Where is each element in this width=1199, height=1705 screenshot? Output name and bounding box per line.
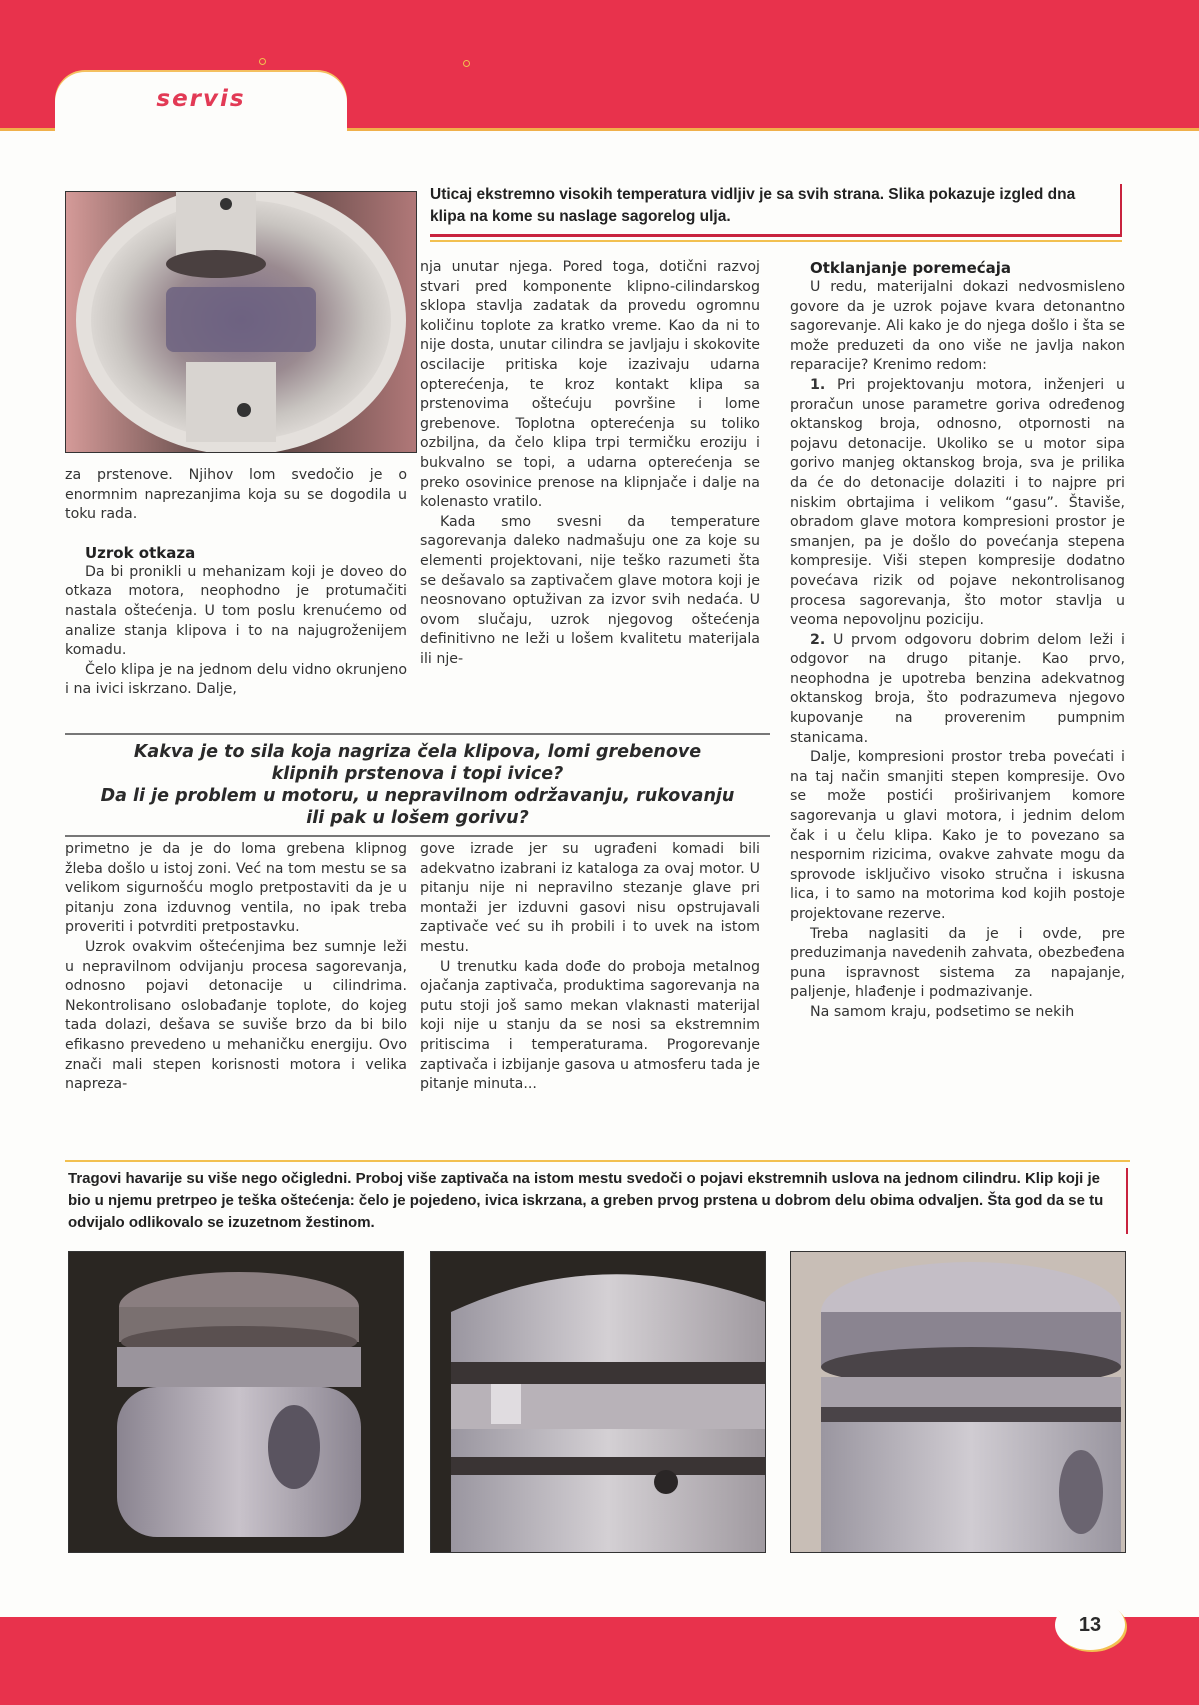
pull-quote-line: klipnih prstenova i topi ivice? (271, 764, 564, 784)
decorative-dot (259, 58, 266, 65)
paragraph: nja unutar njega. Pored toga, dotični razvoj stvari pred komponente klipno-cilindarskog sklopa stavlja zadatak da provedu ogromnu količinu toplote za kratko vreme. Kao da ni to nije dosta, unutar cilindra se javljaju i skokovite oscilacije pritiska koje izazivaju udarna opterećenja, te kroz kontakt klipa sa prstenovima oštećuju površine i lome grebenove. Toplotna opterećenja su toliko ozbiljna, da čelo klipa trpi termičku eroziju i bukvalno se topi, a udarna opterećenja se preko osovinice prenose na klipnjače i dalje na kolenasto vratilo. (420, 259, 760, 511)
pull-quote-line: ili pak u lošem gorivu? (306, 808, 529, 828)
pull-quote (65, 733, 770, 837)
paragraph: primetno je da je do loma grebena klipnog žleba došlo u istoj zoni. Već na tom mestu se sa velikom sigurnošću moglo pretpostaviti da je u pitanju zona izduvnog ventila, no ipak treba proveriti i potvrditi pretpostavku. (65, 841, 407, 936)
photo-piston-3 (790, 1251, 1126, 1553)
section-tab (55, 72, 347, 132)
piston-underside-image (66, 192, 416, 452)
top-caption-text: Uticaj ekstremno visokih temperatura vidljiv je sa svih strana. Slika pokazuje izgled dna klipa na kome su naslage sagorelog ulja. (430, 186, 1076, 225)
paragraph-numbered-1 (790, 376, 1125, 631)
paragraph: Čelo klipa je na jednom delu vidno okrunjeno i na ivici iskrzano. Dalje, (65, 661, 407, 698)
photo-piston-1 (68, 1251, 404, 1553)
pull-quote-line: Da li je problem u motoru, u nepravilnom održavanju, rukovanju (100, 786, 735, 806)
photo-piston-underside (65, 191, 417, 453)
paragraph: U redu, materijalni dokazi nedvosmisleno govore da je uzrok pojave kvara detonantno sagorevanje. Ali kako je do njega došlo i šta se može preduzeti da ono više ne javlja nakon reparacije? Krenimo redom: (790, 279, 1125, 374)
paragraph: Kada smo svesni da temperature sagorevanja daleko nadmašuju one za koje su elementi projektovani, nije teško razumeti šta se dešavalo sa zaptivačem glave motora koji je neosnovano optuživan za izvor svih nedaća. U ovom slučaju, uzrok njegovog oštećenja definitivno ne leži u lošem kvalitetu materijala ili nje- (420, 513, 760, 667)
list-number: 1. (810, 376, 826, 393)
bottom-caption-topline (65, 1160, 1130, 1162)
photo-piston-2 (430, 1251, 766, 1553)
bottom-caption (68, 1168, 1128, 1234)
top-caption (430, 184, 1122, 237)
paragraph-text: Pri projektovanju motora, inženjeri u proračun unose parametre goriva određenog oktanskog broja, odnosno, otpornosti na pojavu detonacije. Ukoliko se u motor sipa gorivo manjeg oktanskog broja, sva je prilika da će do detonacije dolaziti i to najpre pri niskim obrtajima i velikom “gasu”. Štaviše, obradom glave motora kompresioni prostor je smanjen, pa je došlo do povećanja stepena kompresije. Viši stepen kompresije dodatno povećava rizik od pojave nekontrolisanog procesa sagorevanja, što motor stavlja u veoma nepovoljnu poziciju. (790, 376, 1125, 629)
piston-damaged-image-1 (69, 1252, 403, 1552)
paragraph: Na samom kraju, podsetimo se nekih (810, 1003, 1075, 1020)
column-3 (790, 258, 1125, 1023)
paragraph-text: U prvom odgovoru dobrim delom leži i odgovor na drugo pitanje. Kao prvo, neophodna je upotreba benzina adekvatnog oktanskog broja, što podrazumeva njegovo kupovanje na proverenim pumpnim stanicama. (790, 631, 1125, 746)
section-heading-otklanjanje: Otklanjanje poremećaja (810, 259, 1012, 277)
column-2-bottom (420, 840, 760, 1095)
bottom-caption-text: Tragovi havarije su više nego očigledni. Proboj više zaptivača na istom mestu svedoči o pojavi ekstremnih uslova na jednom cilindru. Klip koji je bio u njemu pretrpeo je teška oštećenja: čelo je pojedeno, ivica iskrzana, a greben prvog prstena u dobrom delu obima odvaljen. Šta god da se tu odvijalo odlikovalo se izuzetnom žestinom. (68, 1170, 1104, 1231)
piston-damaged-image-3 (791, 1252, 1125, 1552)
page-number: 13 (1055, 1600, 1125, 1650)
paragraph: Da bi pronikli u mehanizam koji je doveo do otkaza motora, neophodno je protumačiti nastala oštećenja. U tom poslu krenućemo od analize stanja klipova i to na najugroženijem komadu. (65, 563, 407, 659)
section-heading-uzrok-otkaza: Uzrok otkaza (85, 543, 196, 562)
piston-damaged-image-2 (431, 1252, 765, 1552)
pull-quote-line: Kakva je to sila koja nagriza čela klipova, lomi grebenove (133, 742, 702, 762)
column-1-top (65, 466, 407, 700)
footer-band (0, 1617, 1199, 1705)
paragraph: U trenutku kada dođe do proboja metalnog ojačanja zaptivača, produktima sagorevanja na putu stoji još samo mekan vlaknasti materijal koji nije u stanju da se nosi sa ekstremnim pritiscima i temperaturama. Progorevanje zaptivača i izbijanje gasova u atmosferu tada je pitanje minuta... (420, 958, 760, 1093)
top-caption-underline-glow (430, 240, 1122, 242)
decorative-dot (463, 60, 470, 67)
paragraph: gove izrade jer su ugrađeni komadi bili adekvatno izabrani iz kataloga za ovaj motor. U pitanju nije ni nepravilno stezanje glave pri montaži jer izduvni gasovi nisu opstrujavali zaptivače već su ih probili i to uvek na istom mestu. (420, 841, 760, 955)
column-2-top (420, 258, 760, 669)
section-label: servis (156, 86, 246, 112)
paragraph: za prstenove. Njihov lom svedočio je o enormnim naprezanjima koja su se dogodila u toku rada. (65, 467, 407, 523)
paragraph: Dalje, kompresioni prostor treba povećati i na taj način smanjiti stepen kompresije. Ovo se može postići proširivanjem komore sagorevanja u glavi motora, i jednim delom čak i u čelu klipa. Kako je to povezano sa nespornim rizicima, ovakve zahvate mogu da sprovode isključivo visoko stručna i iskusna lica, i to samo na motorima kod kojih postoje projektovane rezerve. (790, 749, 1125, 922)
paragraph-numbered-2 (790, 631, 1125, 749)
paragraph: Treba naglasiti da je i ovde, pre preduzimanja navedenih zahvata, obezbeđena puna ispravnost sistema za napajanje, paljenje, hlađenje i podmazivanje. (790, 925, 1125, 1001)
column-1-bottom (65, 840, 407, 1095)
list-number: 2. (810, 631, 826, 648)
paragraph: Uzrok ovakvim oštećenjima bez sumnje leži u nepravilnom odvijanju procesa sagorevanja, odnosno pojavi detonacije u cilindrima. Nekontrolisano oslobađanje toplote, do kojeg tada dolazi, dešava se suviše brzo da bi bilo efikasno prevedeno u mehaničku energiju. Ovo znači mali stepen korisnosti motora i velika napreza- (65, 938, 407, 1093)
